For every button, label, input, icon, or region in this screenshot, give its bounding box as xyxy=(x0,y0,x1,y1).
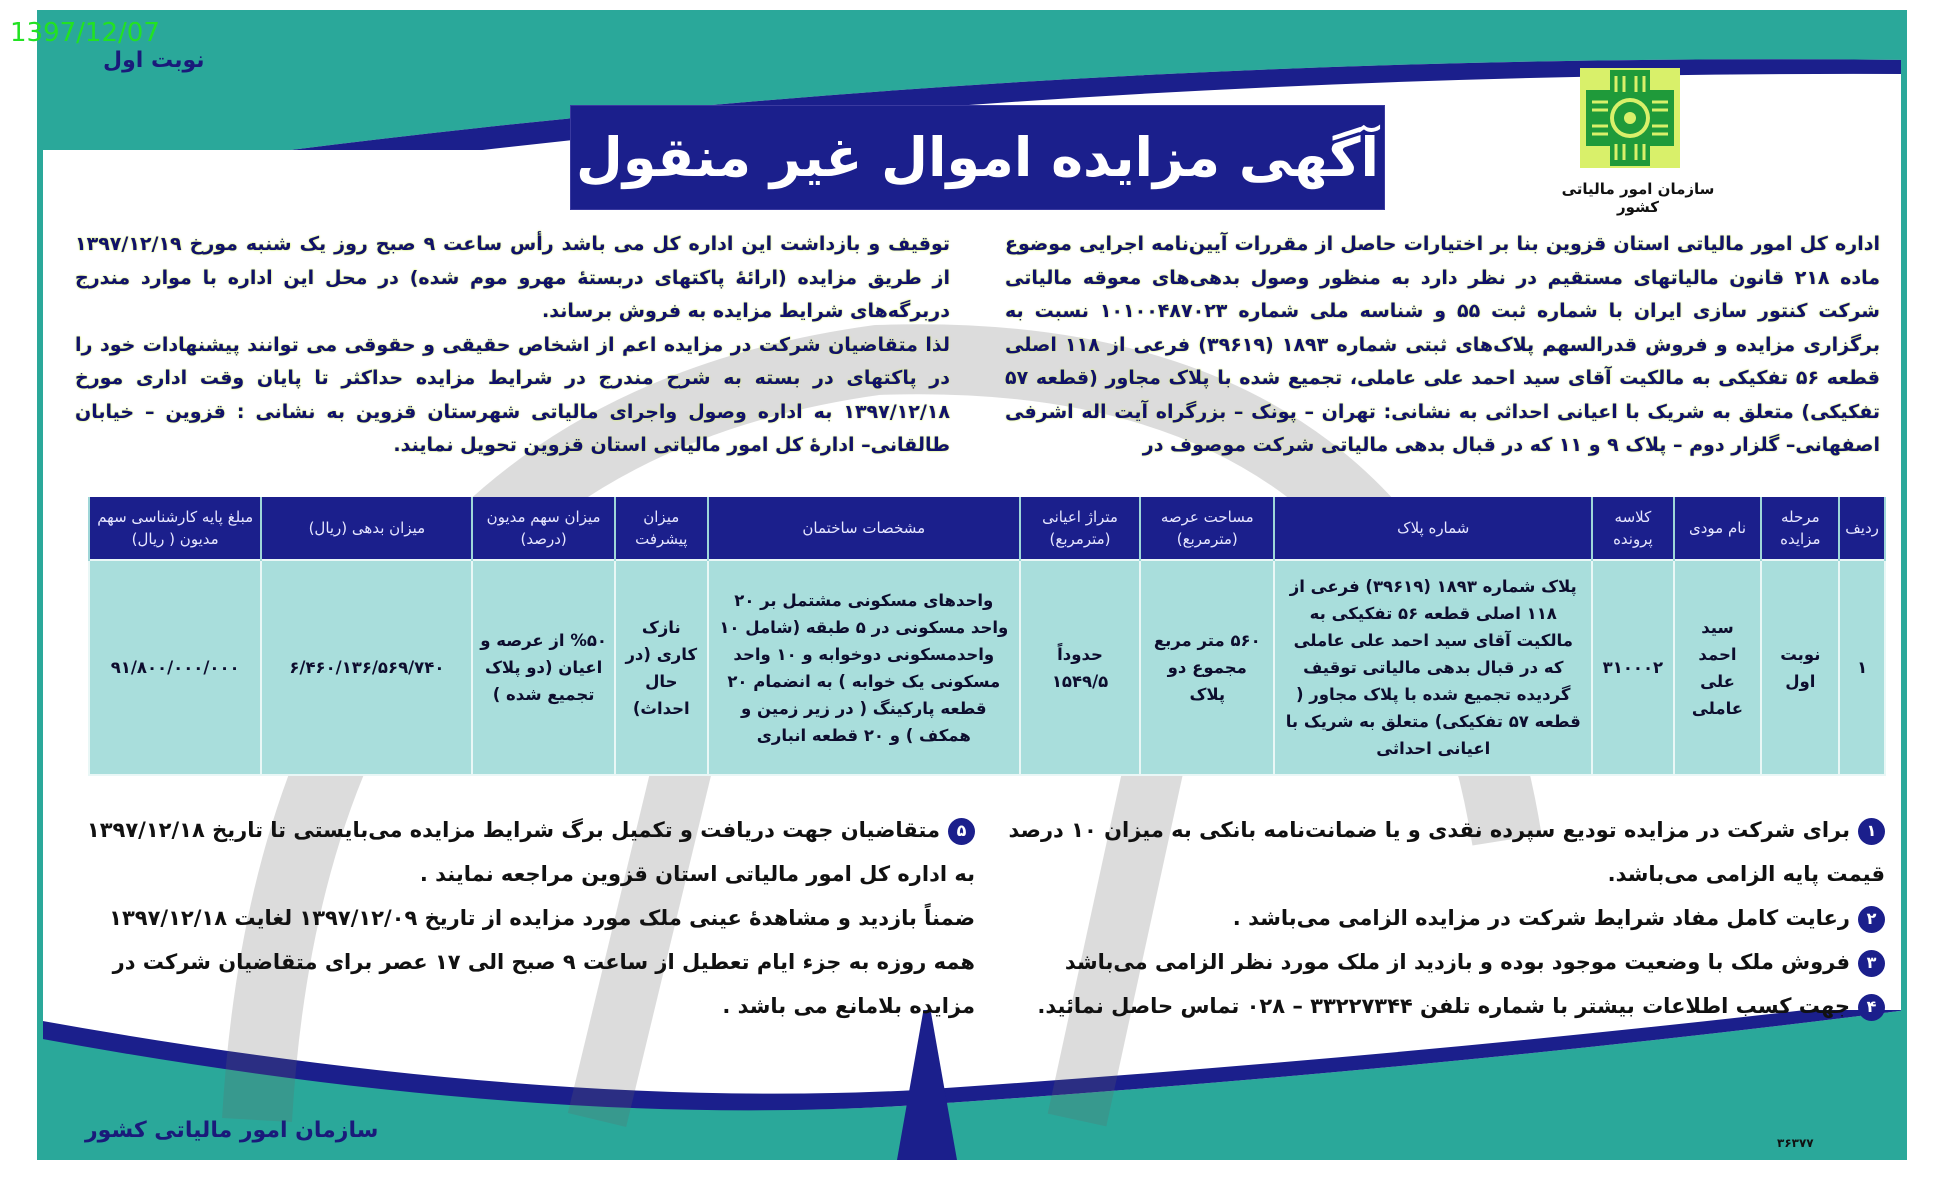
cell-file-class: ۳۱۰۰۰۲ xyxy=(1592,560,1673,775)
right-border xyxy=(1901,10,1907,1160)
header-taxpayer: نام مودی xyxy=(1674,497,1762,560)
note-item xyxy=(995,984,1885,1028)
cell-progress: نازک کاری (در حال احداث) xyxy=(615,560,708,775)
note-item xyxy=(995,940,1885,984)
left-border xyxy=(37,10,43,1160)
tax-organization-logo-icon xyxy=(1570,62,1690,174)
note-text: متقاضیان جهت دریافت و تکمیل برگ شرایط مزایده می‌بایستی تا تاریخ ۱۳۹۷/۱۲/۱۸ به اداره کل امور مالیاتی استان قزوین مراجعه نمایند . xyxy=(86,818,975,886)
note-item xyxy=(75,808,975,896)
round-label: نوبت اول xyxy=(103,48,205,73)
intro-paragraph: توقیف و بازداشت این اداره کل می باشد رأس ساعت ۹ صبح روز یک شنبه مورخ ۱۳۹۷/۱۲/۱۹ از طریق مزایده (ارائهٔ پاکتهای دربستهٔ مهرو موم شده) در محل این اداره با موارد مندرج دربرگه‌های شرایط مزایده به فروش برساند. xyxy=(75,233,950,322)
footer-code: ۳۶۳۷۷ xyxy=(1777,1136,1814,1150)
header-plate: شماره پلاک xyxy=(1274,497,1592,560)
note-extra: ضمناً بازدید و مشاهدهٔ عینی ملک مورد مزایده از تاریخ ۱۳۹۷/۱۲/۰۹ لغایت ۱۳۹۷/۱۲/۱۸ همه روزه به جزء ایام تعطیل از ساعت ۹ صبح الی ۱۷ عصر برای متقاضیان شرکت در مزایده بلامانع می باشد . xyxy=(109,906,975,1018)
auction-table xyxy=(88,497,1886,776)
cell-plate: پلاک شماره ۱۸۹۳ (۳۹۶۱۹) فرعی از ۱۱۸ اصلی قطعه ۵۶ تفکیکی به مالکیت آقای سید احمد علی عاملی که در قبال بدهی مالیاتی توقیف گردیده تجمیع شده با پلاک مجاور ( قطعه ۵۷ تفکیکی) متعلق به شریک با اعیانی احداثی xyxy=(1274,560,1592,775)
note-text: برای شرکت در مزایده تودیع سپرده نقدی و یا ضمانت‌نامه بانکی به میزان ۱۰ درصد قیمت پایه الزامی می‌باشد. xyxy=(1008,818,1885,886)
organization-caption: سازمان امور مالیاتی کشور xyxy=(1561,180,1715,216)
header-progress: میزان پیشرفت xyxy=(615,497,708,560)
intro-left-column xyxy=(75,228,950,463)
number-badge-icon: ۱ xyxy=(1858,818,1885,845)
number-badge-icon: ۲ xyxy=(1858,906,1885,933)
header-land-area: مساحت عرصه (مترمربع) xyxy=(1140,497,1274,560)
number-badge-icon: ۵ xyxy=(948,818,975,845)
cell-row-number: ۱ xyxy=(1839,560,1885,775)
header-file-class: کلاسه پرونده xyxy=(1592,497,1673,560)
cell-stage: نوبت اول xyxy=(1761,560,1839,775)
note-text: رعایت کامل مفاد شرایط شرکت در مزایده الزامی می‌باشد . xyxy=(1232,906,1850,930)
intro-paragraph: لذا متقاضیان شرکت در مزایده اعم از اشخاص حقیقی و حقوقی می توانند پیشنهادات خود را در پاکتهای در بسته به شرح مندرج در شرایط مزایده حداکثر تا پایان وقت اداری مورخ ۱۳۹۷/۱۲/۱۸ به اداره وصول واجرای مالیاتی شهرستان قزوین به نشانی : قزوین – خیابان طالقانی– ادارهٔ کل امور مالیاتی استان قزوین تحویل نمایند. xyxy=(75,333,950,456)
cell-debt-amount: ۶/۴۶۰/۱۳۶/۵۶۹/۷۴۰ xyxy=(261,560,472,775)
cell-base-price: ۹۱/۸۰۰/۰۰۰/۰۰۰ xyxy=(89,560,261,775)
header-debtor-share: میزان سهم مدیون (درصد) xyxy=(472,497,614,560)
notes-left-column xyxy=(75,808,975,1028)
note-item xyxy=(995,808,1885,896)
footer-organization: سازمان امور مالیاتی کشور xyxy=(85,1118,379,1143)
table-header-row xyxy=(89,497,1885,560)
header-stage: مرحله مزایده xyxy=(1761,497,1839,560)
intro-right-column xyxy=(1005,228,1880,463)
notes-right-column xyxy=(995,808,1885,1028)
number-badge-icon: ۴ xyxy=(1858,994,1885,1021)
cell-building-specs: واحدهای مسکونی مشتمل بر ۲۰ واحد مسکونی در ۵ طبقه (شامل ۱۰ واحدمسکونی دوخوابه و ۱۰ واحد مسکونی یک خوابه ) به انضمام ۲۰ قطعه پارکینگ ( در زیر زمین و همکف ) و ۲۰ قطعه انباری xyxy=(708,560,1020,775)
title-banner xyxy=(570,105,1385,210)
note-text: فروش ملک با وضعیت موجود بوده و بازدید از ملک مورد نظر الزامی می‌باشد xyxy=(1064,950,1850,974)
intro-paragraph: اداره کل امور مالیاتی استان قزوین بنا بر اختیارات حاصل از مقررات آیین‌نامه اجرایی موضوع ماده ۲۱۸ قانون مالیاتهای مستقیم در نظر دارد به منظور وصول بدهی‌های معوقه مالیاتی شرکت کنتور سازی ایران با شماره ثبت ۵۵ و شناسه ملی شماره ۱۰۱۰۰۴۸۷۰۲۳ نسبت به برگزاری مزایده و فروش قدرالسهم پلاک‌های ثبتی شماره ۱۸۹۳ (۳۹۶۱۹) فرعی از ۱۱۸ اصلی قطعه ۵۶ تفکیکی به مالکیت آقای سید احمد علی عاملی، تجمیع شده با پلاک مجاور (قطعه ۵۷ تفکیکی) متعلق به شریک با اعیانی احداثی به نشانی: تهران – پونک – بزرگراه آیت اله اشرفی اصفهانی– گلزار دوم – پلاک ۹ و ۱۱ که در قبال بدهی مالیاتی شرکت موصوف در xyxy=(1005,233,1881,456)
cell-building-area: حدوداً ۱۵۴۹/۵ xyxy=(1020,560,1140,775)
note-item xyxy=(995,896,1885,940)
cell-land-area: ۵۶۰ متر مربع مجموع دو پلاک xyxy=(1140,560,1274,775)
cell-debtor-share: %۵۰ از عرصه و اعیان (دو پلاک تجمیع شده ) xyxy=(472,560,614,775)
note-text: جهت کسب اطلاعات بیشتر با شماره تلفن ۳۳۲۲۷۳۴۴ – ۰۲۸ تماس حاصل نمائید. xyxy=(1037,994,1850,1018)
page-title: آگهی مزایده اموال غیر منقول xyxy=(576,126,1380,189)
number-badge-icon: ۳ xyxy=(1858,950,1885,977)
cell-taxpayer: سید احمد علی عاملی xyxy=(1674,560,1762,775)
table-row xyxy=(89,560,1885,775)
header-debt-amount: میزان بدهی (ریال) xyxy=(261,497,472,560)
header-base-price: مبلغ پایه کارشناسی سهم مدیون ( ریال) xyxy=(89,497,261,560)
header-building-specs: مشخصات ساختمان xyxy=(708,497,1020,560)
header-building-area: متراژ اعیانی (مترمربع) xyxy=(1020,497,1140,560)
date-stamp: 1397/12/07 xyxy=(10,18,160,48)
header-row-number: ردیف xyxy=(1839,497,1885,560)
